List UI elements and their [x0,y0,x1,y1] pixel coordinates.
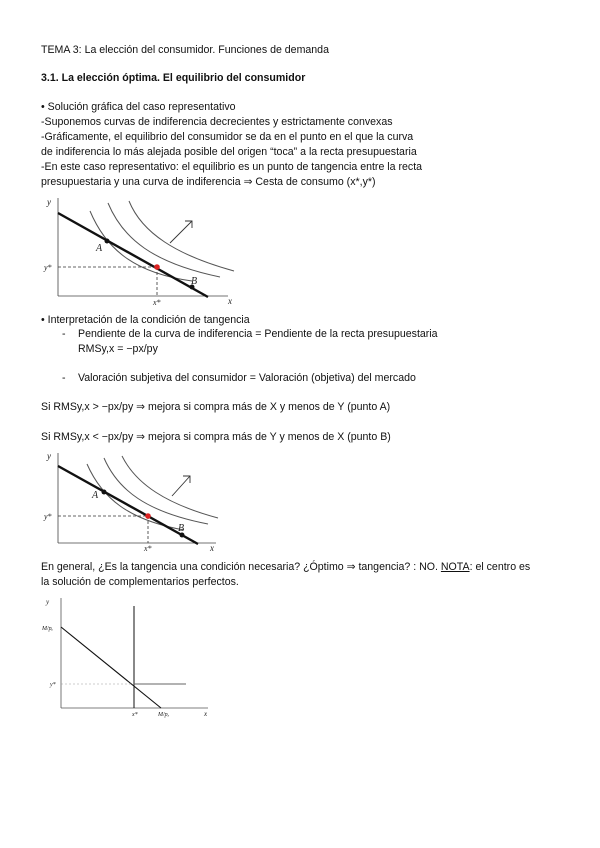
conclusion-line-1 [41,561,530,574]
intro-line-1: -Suponemos curvas de indiferencia decrecientes y estrictamente convexas [41,116,393,128]
figure-tangency-equilibrium [38,193,243,308]
item2-text: Valoración subjetiva del consumidor = Valoración (objetiva) del mercado [78,372,416,384]
x-axis-label: x [228,296,232,306]
conclusion-text-b: : el centro es [469,561,531,573]
indifference-curve-mid [108,203,220,277]
x-star-label: x* [132,712,138,718]
item1-dash: - [62,328,66,340]
x-axis-label: x [204,710,208,718]
figure-points-a-b [38,448,223,553]
point-a-label: A [96,243,103,254]
y-axis-label: y [47,197,51,207]
case-b-text: Si RMSy,x < −px/py ⇒ mejora si compra más de Y y menos de X (punto B) [41,431,391,443]
conclusion-text-a: En general, ¿Es la tangencia una condición necesaria? ¿Óptimo ⇒ tangencia? : NO. [41,561,441,573]
intro-line-3: de indiferencia lo más alejada posible del origen “toca” a la recta presupuestaria [41,146,417,158]
budget-line [58,213,208,297]
page-title: TEMA 3: La elección del consumidor. Funciones de demanda [41,44,329,56]
y-star-label: y* [44,263,52,272]
x-star-label: x* [153,298,161,307]
item1-line-1: Pendiente de la curva de indiferencia = Pendiente de la recta presupuestaria [78,328,438,340]
section-heading: 3.1. La elección óptima. El equilibrio del consumidor [41,72,306,84]
figure-perfect-complements [38,592,218,720]
point-a-label: A [92,490,99,501]
nota-label: NOTA [440,561,470,573]
conclusion-line-2: la solución de complementarios perfectos. [41,576,239,588]
preference-direction-arrow [170,221,192,243]
budget-line [58,466,198,544]
indifference-curve-mid [104,458,208,524]
intro-line-4: -En este caso representativo: el equilibrio es un punto de tangencia entre la recta [41,161,423,173]
m-over-px-label: M/pₓ [158,712,170,718]
y-axis-label: y [47,451,51,461]
y-star-label: y* [50,682,56,688]
point-b-label: B [191,276,198,287]
x-star-label: x* [144,544,152,553]
y-axis-label: y [46,598,50,606]
budget-line [61,627,161,708]
intro-line-5: presupuestaria y una curva de indiferencia ⇒ Cesta de consumo (x*,y*) [41,176,376,188]
intro-bullet: • Solución gráfica del caso representativo [41,101,236,113]
preference-direction-arrow [172,476,190,496]
interpretation-bullet: • Interpretación de la condición de tangencia [41,314,250,326]
x-axis-label: x [210,543,214,553]
m-over-py-label: M/pᵧ [42,626,54,632]
item2-dash: - [62,372,66,384]
equilibrium-point [154,264,160,270]
point-a-marker [102,490,107,495]
equilibrium-point [145,513,151,519]
point-b-label: B [178,523,185,534]
point-a-marker [105,239,110,244]
case-a-text: Si RMSy,x > −px/py ⇒ mejora si compra más de X y menos de Y (punto A) [41,401,391,413]
intro-line-2: -Gráficamente, el equilibrio del consumidor se da en el punto en el que la curva [41,131,414,143]
y-star-label: y* [44,512,52,521]
item1-line-2: RMSy,x = −px/py [78,343,158,355]
